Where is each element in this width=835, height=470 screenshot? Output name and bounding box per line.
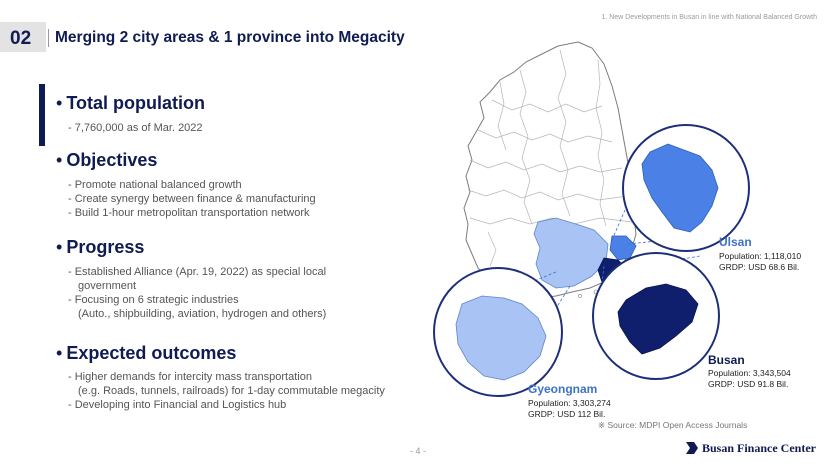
list-item: - 7,760,000 as of Mar. 2022 (68, 122, 203, 134)
gyeongnam-population: Population: 3,303,274 (528, 398, 611, 408)
list-item: - Build 1-hour metropolitan transportation network (68, 207, 310, 219)
list-item: - Established Alliance (Apr. 19, 2022) as special local (68, 266, 327, 278)
logo-icon (684, 440, 700, 456)
busan-label: Busan (708, 353, 745, 367)
list-item: - Focusing on 6 strategic industries (68, 294, 239, 306)
list-item: - Create synergy between finance & manufacturing (68, 193, 316, 205)
busan-population: Population: 3,343,504 (708, 368, 791, 378)
busan-grdp: GRDP: USD 91.8 Bil. (708, 379, 789, 389)
list-item: (Auto., shipbuilding, aviation, hydrogen and others) (78, 308, 327, 320)
list-item: (e.g. Roads, tunnels, railroads) for 1-day commutable megacity (78, 385, 385, 397)
gyeongnam-grdp: GRDP: USD 112 Bil. (528, 409, 606, 419)
heading-total-population: • Total population (56, 93, 205, 113)
heading-expected-outcomes: • Expected outcomes (56, 343, 237, 363)
source-note: ※ Source: MDPI Open Access Journals (598, 420, 748, 430)
ulsan-grdp: GRDP: USD 68.6 Bil. (719, 262, 800, 272)
gyeongnam-label: Gyeongnam (528, 382, 598, 396)
page-number: - 4 - (410, 446, 427, 456)
ulsan-population: Population: 1,118,010 (719, 251, 802, 261)
section-number: 02 (10, 28, 32, 49)
list-item: - Promote national balanced growth (68, 179, 242, 191)
breadcrumb: 1. New Developments in Busan in line with National Balanced Growth (601, 14, 817, 21)
list-item: - Developing into Financial and Logistics hub (68, 399, 287, 411)
logo-text: Busan Finance Center (702, 441, 816, 455)
list-item: - Higher demands for intercity mass transportation (68, 371, 312, 383)
ulsan-label: Ulsan (719, 235, 752, 249)
page-title: Merging 2 city areas & 1 province into Megacity (55, 29, 405, 46)
island (578, 294, 581, 297)
heading-progress: • Progress (56, 237, 145, 257)
heading-objectives: • Objectives (56, 150, 158, 170)
list-item: government (78, 280, 137, 292)
